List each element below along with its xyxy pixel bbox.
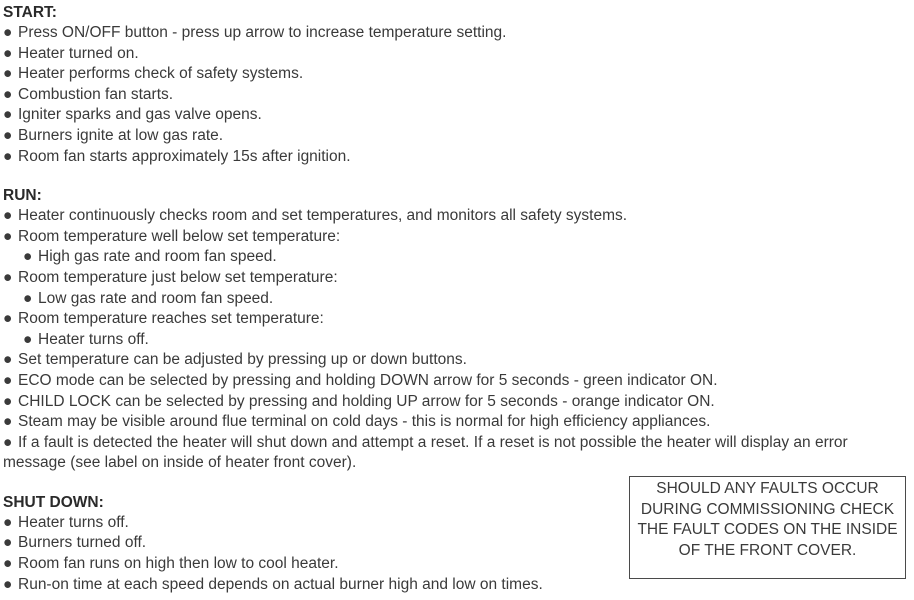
list-item — [3, 392, 908, 413]
list-item — [3, 23, 908, 44]
list-item — [3, 412, 908, 433]
list-item-text: Room fan runs on high then low to cool heater. — [18, 555, 339, 573]
list-item — [3, 44, 908, 65]
bullet-icon: ● — [3, 44, 13, 62]
list-item-text: Room fan starts approximately 15s after ignition. — [18, 147, 351, 165]
list-item — [3, 350, 908, 371]
bullet-icon: ● — [3, 126, 13, 144]
bullet-icon: ● — [3, 555, 13, 573]
list-item — [3, 227, 908, 248]
list-item-text: Heater continuously checks room and set temperatures, and monitors all safety systems. — [18, 207, 628, 225]
bullet-icon: ● — [3, 575, 13, 593]
section-gap — [3, 167, 908, 185]
list-item-text: Room temperature reaches set temperature: — [18, 310, 324, 328]
run-section — [3, 185, 908, 474]
bullet-icon: ● — [3, 65, 13, 83]
list-item — [3, 433, 908, 474]
bullet-icon: ● — [3, 207, 13, 225]
bullet-icon: ● — [3, 371, 13, 389]
list-item-text: Heater turns off. — [38, 330, 149, 348]
start-heading: START: — [3, 4, 57, 21]
list-item — [3, 371, 908, 392]
list-item — [3, 268, 908, 289]
list-item-text: Burners ignite at low gas rate. — [18, 126, 224, 144]
sub-list-item — [3, 247, 908, 268]
list-item-text: Heater turned on. — [18, 44, 139, 62]
bullet-icon: ● — [3, 534, 13, 552]
list-item-text: Room temperature just below set temperature: — [18, 268, 338, 286]
list-item-text: Room temperature well below set temperature: — [18, 227, 341, 245]
bullet-icon: ● — [3, 351, 13, 369]
bullet-icon: ● — [3, 147, 13, 165]
list-item-text: Press ON/OFF button - press up arrow to increase temperature setting. — [18, 24, 507, 41]
list-item-text: If a fault is detected the heater will shut down and attempt a reset. If a reset is not possible the heater will display an error message (see label on inside of heater front cover). — [3, 433, 848, 472]
bullet-icon: ● — [23, 289, 33, 307]
bullet-icon: ● — [23, 248, 33, 266]
run-heading: RUN: — [3, 187, 42, 205]
list-item-text: Heater turns off. — [18, 513, 129, 531]
list-item-text: Set temperature can be adjusted by pressing up or down buttons. — [18, 351, 467, 369]
bullet-icon: ● — [3, 433, 13, 451]
start-section — [3, 2, 908, 167]
bullet-icon: ● — [3, 413, 13, 431]
bullet-icon: ● — [3, 106, 13, 124]
list-item — [3, 206, 908, 227]
list-item — [3, 85, 908, 106]
shutdown-heading: SHUT DOWN: — [3, 493, 104, 511]
list-item-text: Steam may be visible around flue terminal on cold days - this is normal for high efficiency appliances. — [18, 413, 711, 431]
bullet-icon: ● — [3, 392, 13, 410]
run-list — [3, 206, 908, 474]
list-item — [3, 309, 908, 330]
bullet-icon: ● — [3, 24, 13, 41]
fault-notice-box: SHOULD ANY FAULTS OCCUR DURING COMMISSIONING CHECK THE FAULT CODES ON THE INSIDE OF THE FRONT COVER. — [629, 476, 906, 579]
list-item-text: ECO mode can be selected by pressing and holding DOWN arrow for 5 seconds - green indicator ON. — [18, 371, 718, 389]
bullet-icon: ● — [3, 85, 13, 103]
list-item — [3, 147, 908, 168]
list-item-text: High gas rate and room fan speed. — [38, 248, 277, 266]
sub-list-item — [3, 330, 908, 351]
list-item — [3, 126, 908, 147]
bullet-icon: ● — [3, 227, 13, 245]
list-item — [3, 64, 908, 85]
sub-list-item — [3, 289, 908, 310]
list-item — [3, 105, 908, 126]
start-list — [3, 23, 908, 167]
list-item-text: Burners turned off. — [18, 534, 147, 552]
list-item-text: Combustion fan starts. — [18, 85, 174, 103]
bullet-icon: ● — [23, 330, 33, 348]
list-item-text: Heater performs check of safety systems. — [18, 65, 304, 83]
list-item-text: CHILD LOCK can be selected by pressing and holding UP arrow for 5 seconds - orange indicator ON. — [18, 392, 715, 410]
bullet-icon: ● — [3, 310, 13, 328]
list-item-text: Low gas rate and room fan speed. — [38, 289, 274, 307]
bullet-icon: ● — [3, 268, 13, 286]
bullet-icon: ● — [3, 513, 13, 531]
list-item-text: Run-on time at each speed depends on actual burner high and low on times. — [18, 575, 543, 593]
list-item-text: Igniter sparks and gas valve opens. — [18, 106, 262, 124]
